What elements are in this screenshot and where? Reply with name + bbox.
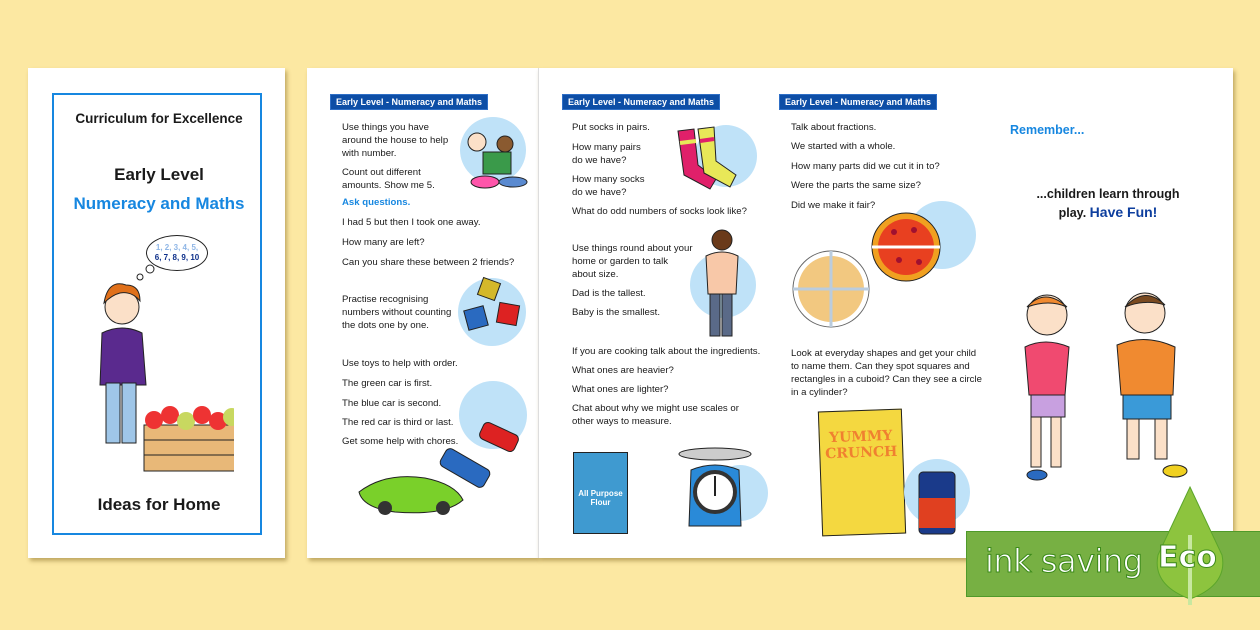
closing-text: ...children learn through play. [1036,187,1180,220]
col2-p5: Use things round about your home or garden to talk about size. [572,243,693,280]
col1-p9: The blue car is second. [342,398,442,409]
cover-subject: Numeracy and Maths [73,194,245,213]
cover-border [52,93,262,535]
eco-label: Eco [1158,540,1217,575]
col1-p11: Get some help with chores. [342,436,459,447]
col2-p3: How many socks do we have? [572,174,645,198]
col3-p4: Were the parts the same size? [791,180,921,191]
closing-message [1020,185,1196,222]
dad-and-baby-illustration [700,228,744,340]
remember-heading: Remember... [1010,123,1085,137]
dice-illustration [462,276,524,336]
section-header: Early Level - Numeracy and Maths [562,94,720,110]
children-reading-illustration [455,130,530,190]
col2-p4: What do odd numbers of socks look like? [572,206,747,217]
col1-p8: The green car is first. [342,378,433,389]
col2-p6: Dad is the tallest. [572,288,646,299]
kitchen-scales-illustration [675,446,755,536]
col2-p1: Put socks in pairs. [572,122,650,133]
tin-can-illustration [916,468,958,538]
col1-p5: Can you share these between 2 friends? [342,257,515,268]
thought-numbers-1: 1, 2, 3, 4, 5, [155,243,199,252]
section-header: Early Level - Numeracy and Maths [330,94,488,110]
col1-p4: How many are left? [342,237,425,248]
boy-with-apples-illustration [74,255,234,475]
ink-saving-text: ink saving [985,542,1143,580]
pizza-halves-illustration [869,210,943,284]
cover-curriculum: Curriculum for Excellence [75,111,243,126]
socks-illustration [672,125,742,195]
col2-p9: What ones are heavier? [572,365,674,376]
cover-level: Early Level [114,165,204,184]
col1-p3: I had 5 but then I took one away. [342,217,481,228]
cereal-box-illustration: YUMMY CRUNCH [818,409,906,537]
col2-p2: How many pairs do we have? [572,142,641,166]
col3-p5: Did we make it fair? [791,200,876,211]
col1-p6: Practise recognising numbers without counting the dots one by one. [342,294,452,331]
toy-cars-illustration [355,420,535,530]
col2-p10: What ones are lighter? [572,384,669,395]
col1-p1: Use things you have around the house to help with number. [342,122,449,159]
thought-numbers-2: 6, 7, 8, 9, 10 [154,253,200,262]
flour-bag-illustration: All Purpose Flour [573,452,628,534]
col3-p2: We started with a whole. [791,141,896,152]
col2-p7: Baby is the smallest. [572,307,660,318]
col2-p11: Chat about why we might use scales or other ways to measure. [572,403,739,427]
col1-p2: Count out different amounts. Show me 5. [342,167,435,191]
cover-footer: Ideas for Home [97,495,221,514]
children-playing-illustration [1005,285,1215,490]
col1-p7: Use toys to help with order. [342,358,458,369]
pizza-quarters-illustration [791,249,871,329]
col1-p10: The red car is third or last. [342,417,454,428]
have-fun-text: Have Fun! [1089,204,1158,220]
col2-p8: If you are cooking talk about the ingredients. [572,346,761,357]
col3-p3: How many parts did we cut it in to? [791,161,940,172]
col3-p6: Look at everyday shapes and get your child to name them. Can they spot squares and rectangles in a cuboid? Can they see a circle in a cylinder? [791,348,982,398]
col1-ask-questions: Ask questions. [342,197,411,208]
cover-page [28,68,285,558]
col3-p1: Talk about fractions. [791,122,877,133]
section-header: Early Level - Numeracy and Maths [779,94,937,110]
